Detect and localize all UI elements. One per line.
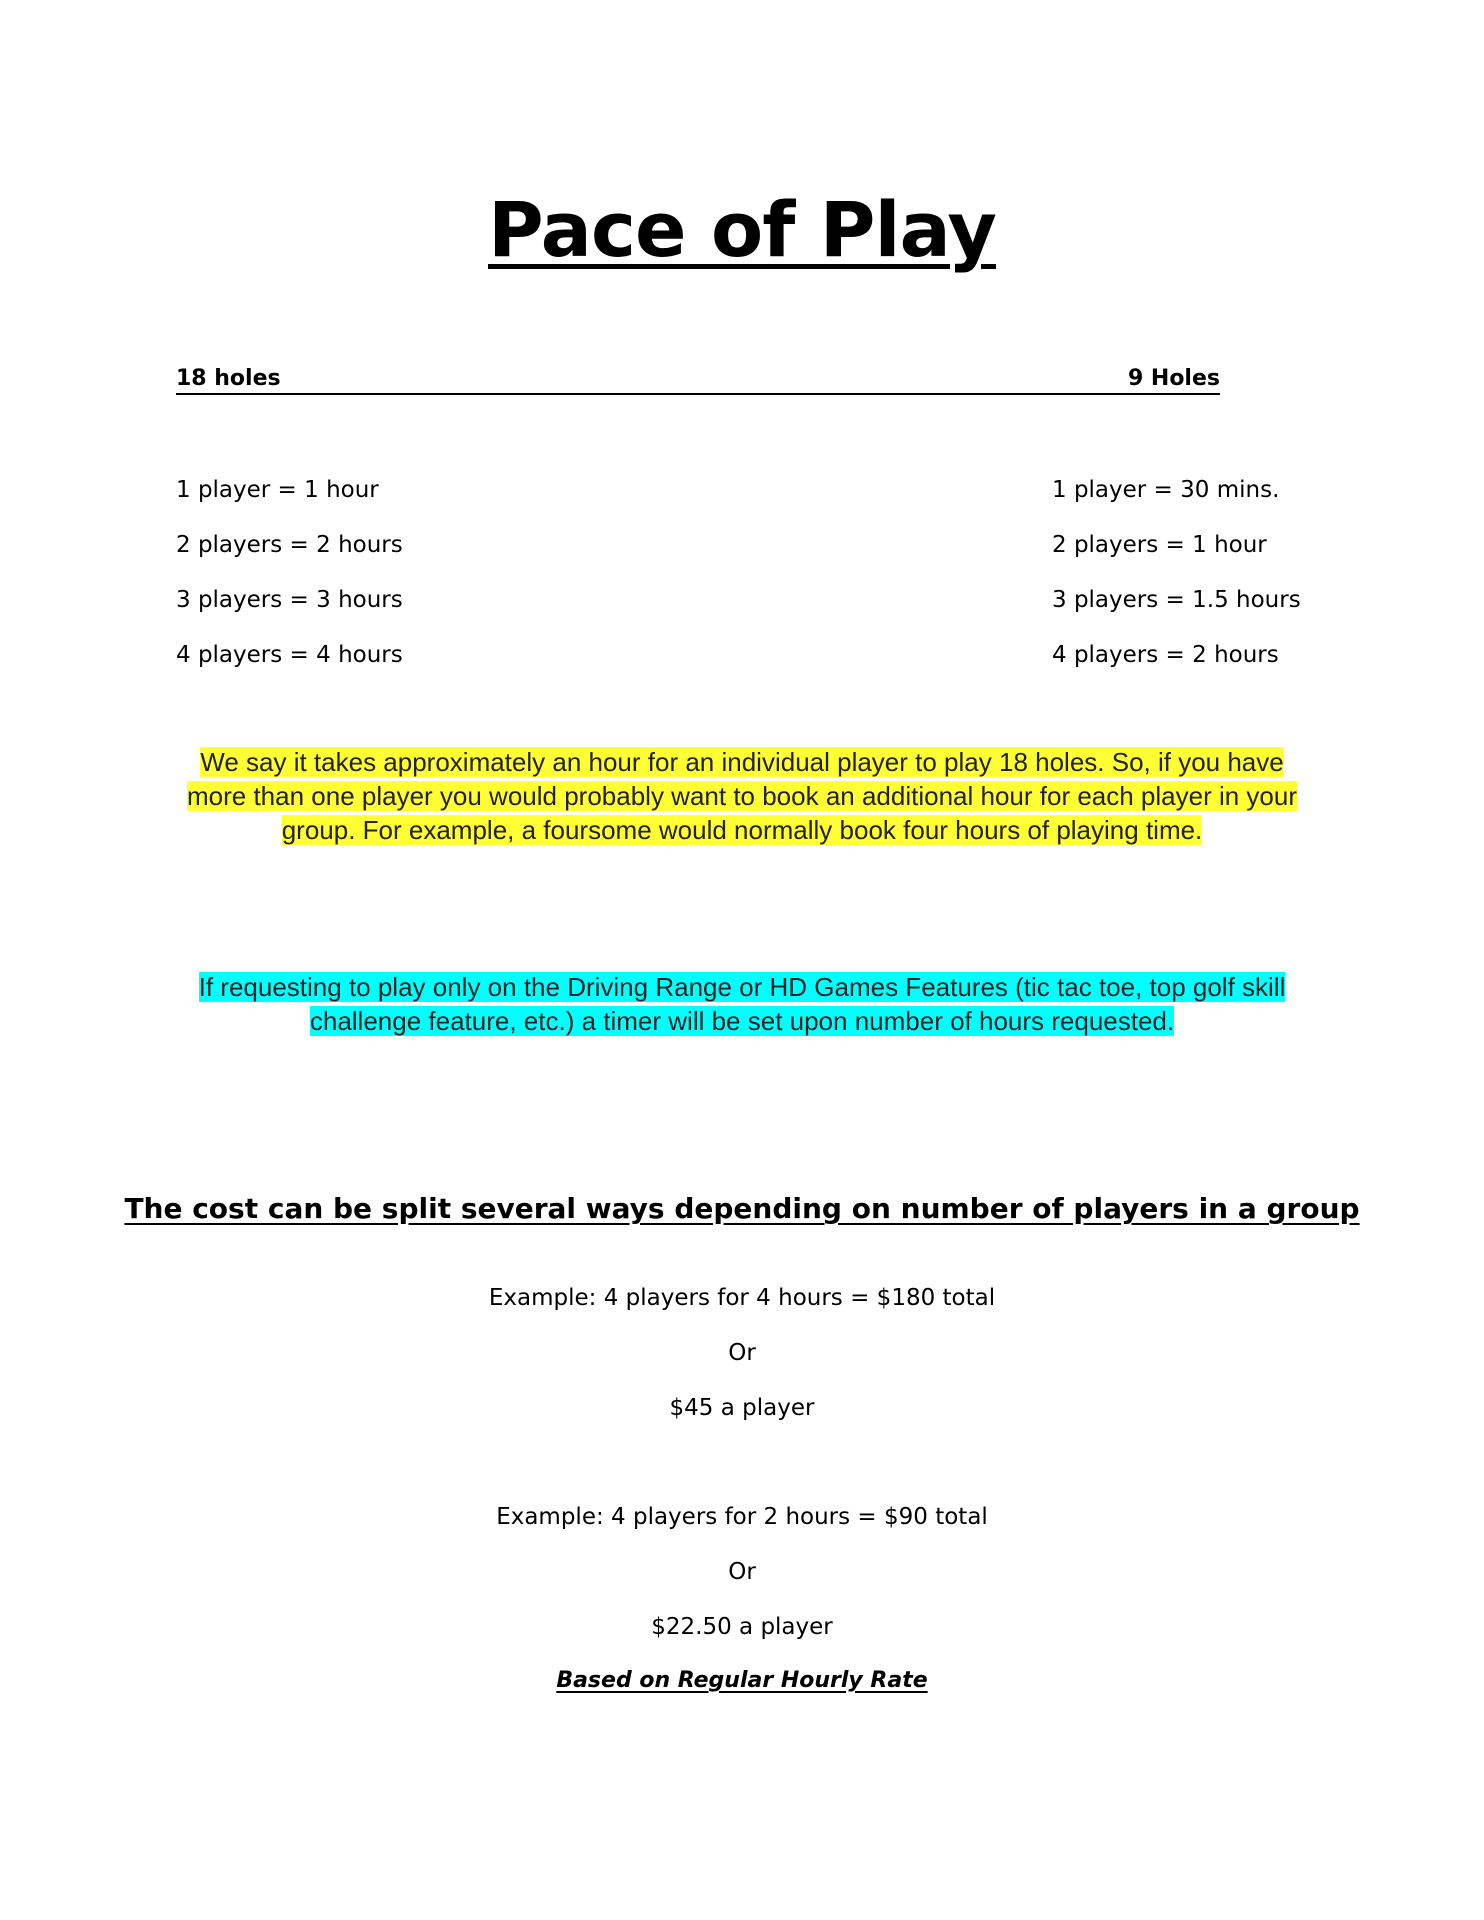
example-block-1: [0, 1280, 1484, 1445]
example-block-2: [0, 1499, 1484, 1664]
list-item: 3 players = 1.5 hours: [1052, 587, 1301, 613]
example-total: Example: 4 players for 2 hours = $90 total: [496, 1504, 988, 1530]
list-item: 1 player = 30 mins.: [1052, 477, 1280, 503]
nine-holes-list: [1052, 472, 1301, 692]
list-item: 2 players = 1 hour: [1052, 532, 1267, 558]
list-item: 1 player = 1 hour: [176, 477, 379, 503]
list-item: 4 players = 2 hours: [1052, 642, 1279, 668]
eighteen-holes-list: [176, 472, 403, 692]
header-18-holes: 18 holes: [176, 366, 281, 391]
highlighted-note-yellow: We say it takes approximately an hour for an individual player to play 18 holes. So, if you have more than one player you would probably want to book an additional hour for each player in your group. For example, a foursome would normally book four hours of playing time.: [186, 747, 1298, 845]
example-or: Or: [728, 1559, 756, 1585]
example-total: Example: 4 players for 4 hours = $180 total: [488, 1285, 996, 1311]
example-per-player: $45 a player: [669, 1395, 815, 1421]
holes-header: [176, 365, 1220, 395]
highlighted-note-cyan: If requesting to play only on the Driving Range or HD Games Features (tic tac toe, top golf skill challenge feature, etc.) a timer will be set upon number of hours requested.: [198, 972, 1286, 1036]
header-9-holes: 9 Holes: [1127, 366, 1220, 391]
example-per-player: $22.50 a player: [651, 1614, 833, 1640]
page-title: Pace of Play: [488, 185, 996, 274]
cost-heading: The cost can be split several ways depending on number of players in a group: [124, 1192, 1360, 1226]
list-item: 2 players = 2 hours: [176, 532, 403, 558]
list-item: 4 players = 4 hours: [176, 642, 403, 668]
example-or: Or: [728, 1340, 756, 1366]
rate-note: Based on Regular Hourly Rate: [556, 1668, 928, 1693]
list-item: 3 players = 3 hours: [176, 587, 403, 613]
